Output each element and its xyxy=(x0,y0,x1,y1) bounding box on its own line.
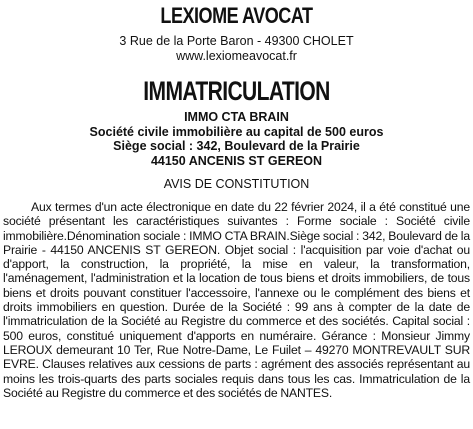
notice-body: Aux termes d'un acte électronique en date du 22 février 2024, il a été constitué une société présentant les caractéristiques suivantes : Forme sociale : Société civile immobilière.Dénomination sociale : IMMO CTA BRAIN.Siège social : 342, Boulevard de la Prairie - 44150 ANCENIS ST GEREON. Objet social : l'acquisition par voie d'achat ou d'apport, la construction, la propriété, la mise en valeur, la transformation, l'aménagement, l'administration et la location de tous biens et droits immobiliers, de tous biens et droits pouvant constituer l'accessoire, l'annexe ou le complément des biens et droits immobiliers en question. Durée de la Société : 99 ans à compter de la date de l'immatriculation de la Société au Registre du commerce et des sociétés. Capital social : 500 euros, constitué uniquement d'apports en numéraire. Gérance : Monsieur Jimmy LEROUX demeurant 10 Ter, Rue Notre-Dame, Le Fuilet – 49270 MONTREVAULT SUR EVRE. Clauses relatives aux cessions de parts : agrément des associés représentant au moins les trois-quarts des parts sociales requis dans tous les cas. Immatriculation de la Société au Registre du commerce et des sociétés de NANTES. xyxy=(3,200,470,400)
notice-type: AVIS DE CONSTITUTION xyxy=(163,177,310,191)
firm-name: LEXIOME AVOCAT xyxy=(160,3,313,28)
company-name: IMMO CTA BRAIN xyxy=(184,110,289,124)
company-city: 44150 ANCENIS ST GEREON xyxy=(150,153,323,168)
company-registered-office: Siège social : 342, Boulevard de la Prairie xyxy=(113,139,360,153)
firm-website: www.lexiomeavocat.fr xyxy=(176,49,297,63)
section-title: IMMATRICULATION xyxy=(143,76,330,106)
firm-address: 3 Rue de la Porte Baron - 49300 CHOLET xyxy=(119,34,354,48)
company-description: Société civile immobilière au capital de 500 euros xyxy=(89,124,384,139)
